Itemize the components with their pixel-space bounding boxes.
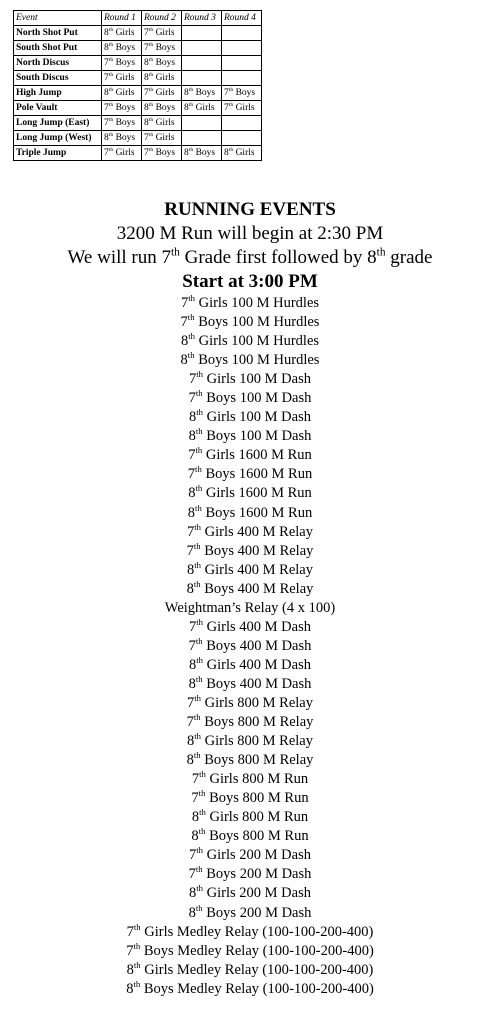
table-row xyxy=(14,131,262,146)
event-name-cell: Pole Vault xyxy=(14,101,102,116)
running-event-item: 7th Girls 800 M Relay xyxy=(187,693,313,711)
round-cell: 7th Boys xyxy=(102,116,142,131)
round-cell: 7th Boys xyxy=(102,56,142,71)
table-row xyxy=(14,116,262,131)
event-name-cell: South Discus xyxy=(14,71,102,86)
round-cell xyxy=(222,71,262,86)
running-event-item: 8th Boys 100 M Dash xyxy=(188,426,312,445)
field-events-table xyxy=(13,10,262,161)
running-event-item: 7th Girls 1600 M Run xyxy=(188,445,312,464)
running-event-item: 8th Girls Medley Relay (100-100-200-400) xyxy=(126,959,374,978)
running-event-item: 8th Girls 100 M Hurdles xyxy=(180,331,320,350)
running-event-item: 7th Boys 400 M Relay xyxy=(186,540,314,559)
event-name-cell: Long Jump (West) xyxy=(14,131,102,146)
running-event-item: Weightman’s Relay (4 x 100) xyxy=(164,599,336,616)
round-cell xyxy=(222,56,262,71)
running-event-item: 8th Boys 200 M Dash xyxy=(188,902,312,921)
round-cell: 8th Girls xyxy=(102,26,142,41)
round-cell xyxy=(222,26,262,41)
round-cell: 7th Boys xyxy=(222,86,262,101)
grade-order-note: We will run 7th Grade first followed by 8th grade xyxy=(67,246,433,268)
running-event-item: 7th Boys 800 M Relay xyxy=(186,712,314,731)
round-cell: 8th Girls xyxy=(142,71,182,86)
running-event-item: 8th Girls 1600 M Run xyxy=(188,483,312,502)
running-event-item: 7th Boys Medley Relay (100-100-200-400) xyxy=(126,940,374,959)
round-cell xyxy=(182,56,222,71)
running-event-item: 7th Boys 400 M Dash xyxy=(188,636,312,654)
round-cell xyxy=(222,41,262,56)
table-header-cell: Event xyxy=(14,11,102,26)
round-cell: 8th Boys xyxy=(142,101,182,116)
round-cell: 8th Girls xyxy=(142,116,182,131)
round-cell: 8th Boys xyxy=(142,56,182,71)
start-time: Start at 3:00 PM xyxy=(182,271,318,292)
running-events-list xyxy=(0,294,500,999)
round-cell: 8th Boys xyxy=(102,131,142,146)
round-cell xyxy=(222,116,262,131)
running-event-item: 8th Boys Medley Relay (100-100-200-400) xyxy=(126,978,374,997)
table-row xyxy=(14,86,262,101)
table-header-cell: Round 4 xyxy=(222,11,262,26)
table-row xyxy=(14,71,262,86)
running-event-item: 7th Boys 1600 M Run xyxy=(187,464,313,483)
table-row xyxy=(14,146,262,161)
round-cell: 7th Boys xyxy=(142,146,182,161)
table-header-row xyxy=(14,11,262,26)
round-cell xyxy=(182,116,222,131)
round-cell: 8th Boys xyxy=(102,41,142,56)
round-cell xyxy=(182,26,222,41)
round-cell: 7th Girls xyxy=(102,71,142,86)
running-event-item: 8th Girls 400 M Relay xyxy=(187,559,313,578)
round-cell: 7th Girls xyxy=(142,86,182,101)
running-event-item: 7th Girls 400 M Dash xyxy=(189,616,311,635)
table-header-cell: Round 2 xyxy=(142,11,182,26)
running-event-item: 7th Boys 800 M Run xyxy=(191,788,309,807)
event-name-cell: North Discus xyxy=(14,56,102,71)
table-row xyxy=(14,41,262,56)
round-cell: 8th Girls xyxy=(102,86,142,101)
table-header-cell: Round 3 xyxy=(182,11,222,26)
running-event-item: 8th Girls 100 M Dash xyxy=(189,407,311,426)
event-name-cell: South Shot Put xyxy=(14,41,102,56)
running-event-item: 8th Boys 800 M Relay xyxy=(186,750,314,769)
round-cell: 7th Boys xyxy=(142,41,182,56)
round-cell: 7th Girls xyxy=(142,131,182,146)
round-cell xyxy=(182,131,222,146)
running-event-item: 8th Boys 400 M Relay xyxy=(186,578,314,597)
running-event-item: 7th Girls 200 M Dash xyxy=(189,845,311,864)
running-event-item: 7th Girls 100 M Hurdles xyxy=(180,293,320,311)
event-name-cell: High Jump xyxy=(14,86,102,101)
round-cell: 8th Boys xyxy=(182,86,222,101)
running-event-item: 7th Girls 400 M Relay xyxy=(187,521,313,540)
round-cell: 8th Girls xyxy=(222,146,262,161)
table-row xyxy=(14,56,262,71)
running-event-item: 8th Boys 800 M Run xyxy=(191,826,309,845)
event-name-cell: Triple Jump xyxy=(14,146,102,161)
round-cell: 7th Girls xyxy=(102,146,142,161)
table-header-cell: Round 1 xyxy=(102,11,142,26)
round-cell: 7th Girls xyxy=(142,26,182,41)
round-cell xyxy=(182,41,222,56)
running-event-item: 8th Girls 400 M Dash xyxy=(189,655,311,673)
running-event-item: 7th Girls 100 M Dash xyxy=(189,369,311,388)
round-cell: 7th Girls xyxy=(222,101,262,116)
event-name-cell: North Shot Put xyxy=(14,26,102,41)
running-event-item: 7th Boys 100 M Hurdles xyxy=(180,312,320,331)
round-cell xyxy=(182,71,222,86)
run-3200-note: 3200 M Run will begin at 2:30 PM xyxy=(116,223,384,244)
running-event-item: 7th Girls 800 M Run xyxy=(191,769,309,788)
running-event-item: 7th Girls Medley Relay (100-100-200-400) xyxy=(126,921,374,940)
running-event-item: 8th Boys 100 M Hurdles xyxy=(180,350,320,369)
round-cell xyxy=(222,131,262,146)
running-events-title: RUNNING EVENTS xyxy=(164,199,336,220)
running-events-section xyxy=(0,198,500,999)
round-cell: 8th Girls xyxy=(182,101,222,116)
event-name-cell: Long Jump (East) xyxy=(14,116,102,131)
running-event-item: 8th Girls 200 M Dash xyxy=(189,883,311,902)
round-cell: 8th Boys xyxy=(182,146,222,161)
running-event-item: 8th Boys 1600 M Run xyxy=(187,502,313,521)
running-event-item: 8th Girls 800 M Relay xyxy=(187,731,313,750)
running-event-item: 8th Girls 800 M Run xyxy=(191,807,309,826)
round-cell: 7th Boys xyxy=(102,101,142,116)
table-row xyxy=(14,26,262,41)
running-event-item: 7th Boys 100 M Dash xyxy=(188,388,312,407)
running-event-item: 7th Boys 200 M Dash xyxy=(188,864,312,883)
running-event-item: 8th Boys 400 M Dash xyxy=(188,674,312,692)
table-row xyxy=(14,101,262,116)
